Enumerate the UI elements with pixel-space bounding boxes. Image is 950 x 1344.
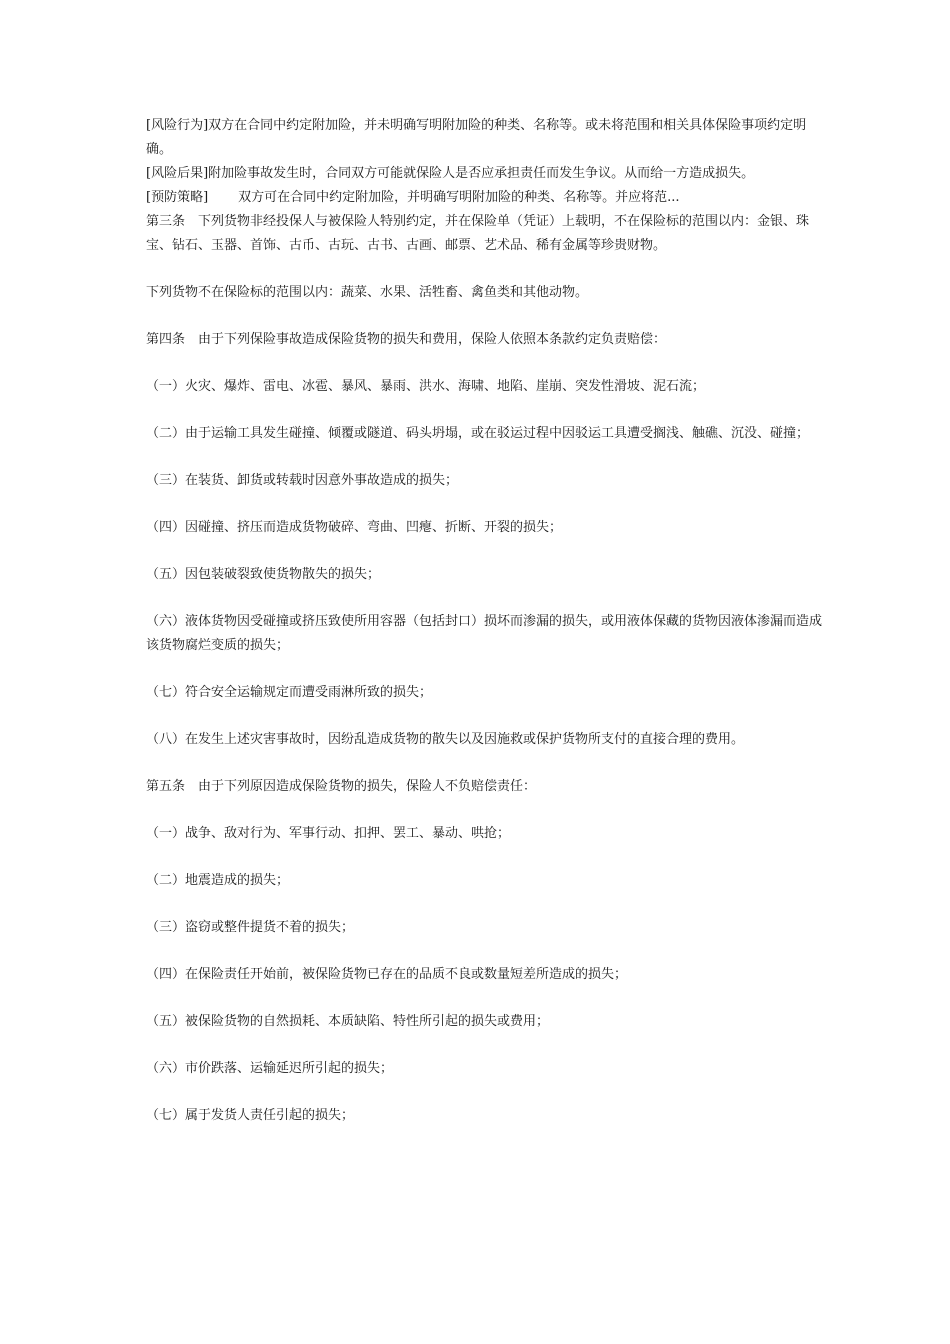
article-4-item: （二）由于运输工具发生碰撞、倾覆或隧道、码头坍塌，或在驳运过程中因驳运工具遭受搁浅、触礁、沉没、碰撞； xyxy=(146,426,810,441)
article-5-item: （四）在保险责任开始前，被保险货物已存在的品质不良或数量短差所造成的损失； xyxy=(146,967,628,982)
prevention-text: 双方可在合同中约定附加险，并明确写明附加险的种类、名称等。并应将范... xyxy=(238,190,680,205)
prevention-label: [预防策略] xyxy=(146,190,209,205)
article-3-exclusion-paragraph: 下列货物不在保险标的范围以内：蔬菜、水果、活牲畜、禽鱼类和其他动物。 xyxy=(146,285,589,300)
article-5-item: （五）被保险货物的自然损耗、本质缺陷、特性所引起的损失或费用； xyxy=(146,1014,550,1029)
article-5-item: （七）属于发货人责任引起的损失； xyxy=(146,1108,355,1123)
article-4-item: （六）液体货物因受碰撞或挤压致使所用容器（包括封口）损坏而渗漏的损失，或用液体保藏的货物因液体渗漏而造成该货物腐烂变质的损失； xyxy=(146,614,823,653)
article-5-item: （六）市价跌落、运输延迟所引起的损失； xyxy=(146,1061,394,1076)
article-4-item: （七）符合安全运输规定而遭受雨淋所致的损失； xyxy=(146,685,433,700)
article-4-item: （三）在装货、卸货或转载时因意外事故造成的损失； xyxy=(146,473,459,488)
article-4-item: （五）因包装破裂致使货物散失的损失； xyxy=(146,567,381,582)
article-5-heading: 第五条 由于下列原因造成保险货物的损失，保险人不负赔偿责任： xyxy=(146,779,537,794)
risk-behavior-paragraph: [风险行为]双方在合同中约定附加险，并未明确写明附加险的种类、名称等。或未将范围和相关具体保险事项约定明确。 xyxy=(146,118,807,157)
article-4-item: （八）在发生上述灾害事故时，因纷乱造成货物的散失以及因施救或保护货物所支付的直接合理的费用。 xyxy=(146,732,745,747)
article-4-heading: 第四条 由于下列保险事故造成保险货物的损失和费用，保险人依照本条款约定负责赔偿： xyxy=(146,332,667,347)
article-3-paragraph: 第三条 下列货物非经投保人与被保险人特别约定，并在保险单（凭证）上载明，不在保险标的范围以内：金银、珠宝、钻石、玉器、首饰、古币、古玩、古书、古画、邮票、艺术品、稀有金属等珍贵财物。 xyxy=(146,214,810,253)
article-5-item: （三）盗窃或整件提货不着的损失； xyxy=(146,920,355,935)
prevention-paragraph xyxy=(146,186,826,210)
article-4-item: （四）因碰撞、挤压而造成货物破碎、弯曲、凹瘪、折断、开裂的损失； xyxy=(146,520,563,535)
article-5-item: （一）战争、敌对行为、军事行动、扣押、罢工、暴动、哄抢； xyxy=(146,826,511,841)
document-body xyxy=(146,114,826,1128)
article-5-item: （二）地震造成的损失； xyxy=(146,873,290,888)
article-4-item: （一）火灾、爆炸、雷电、冰雹、暴风、暴雨、洪水、海啸、地陷、崖崩、突发性滑坡、泥石流； xyxy=(146,379,706,394)
risk-consequence-paragraph: [风险后果]附加险事故发生时，合同双方可能就保险人是否应承担责任而发生争议。从而给一方造成损失。 xyxy=(146,166,755,181)
